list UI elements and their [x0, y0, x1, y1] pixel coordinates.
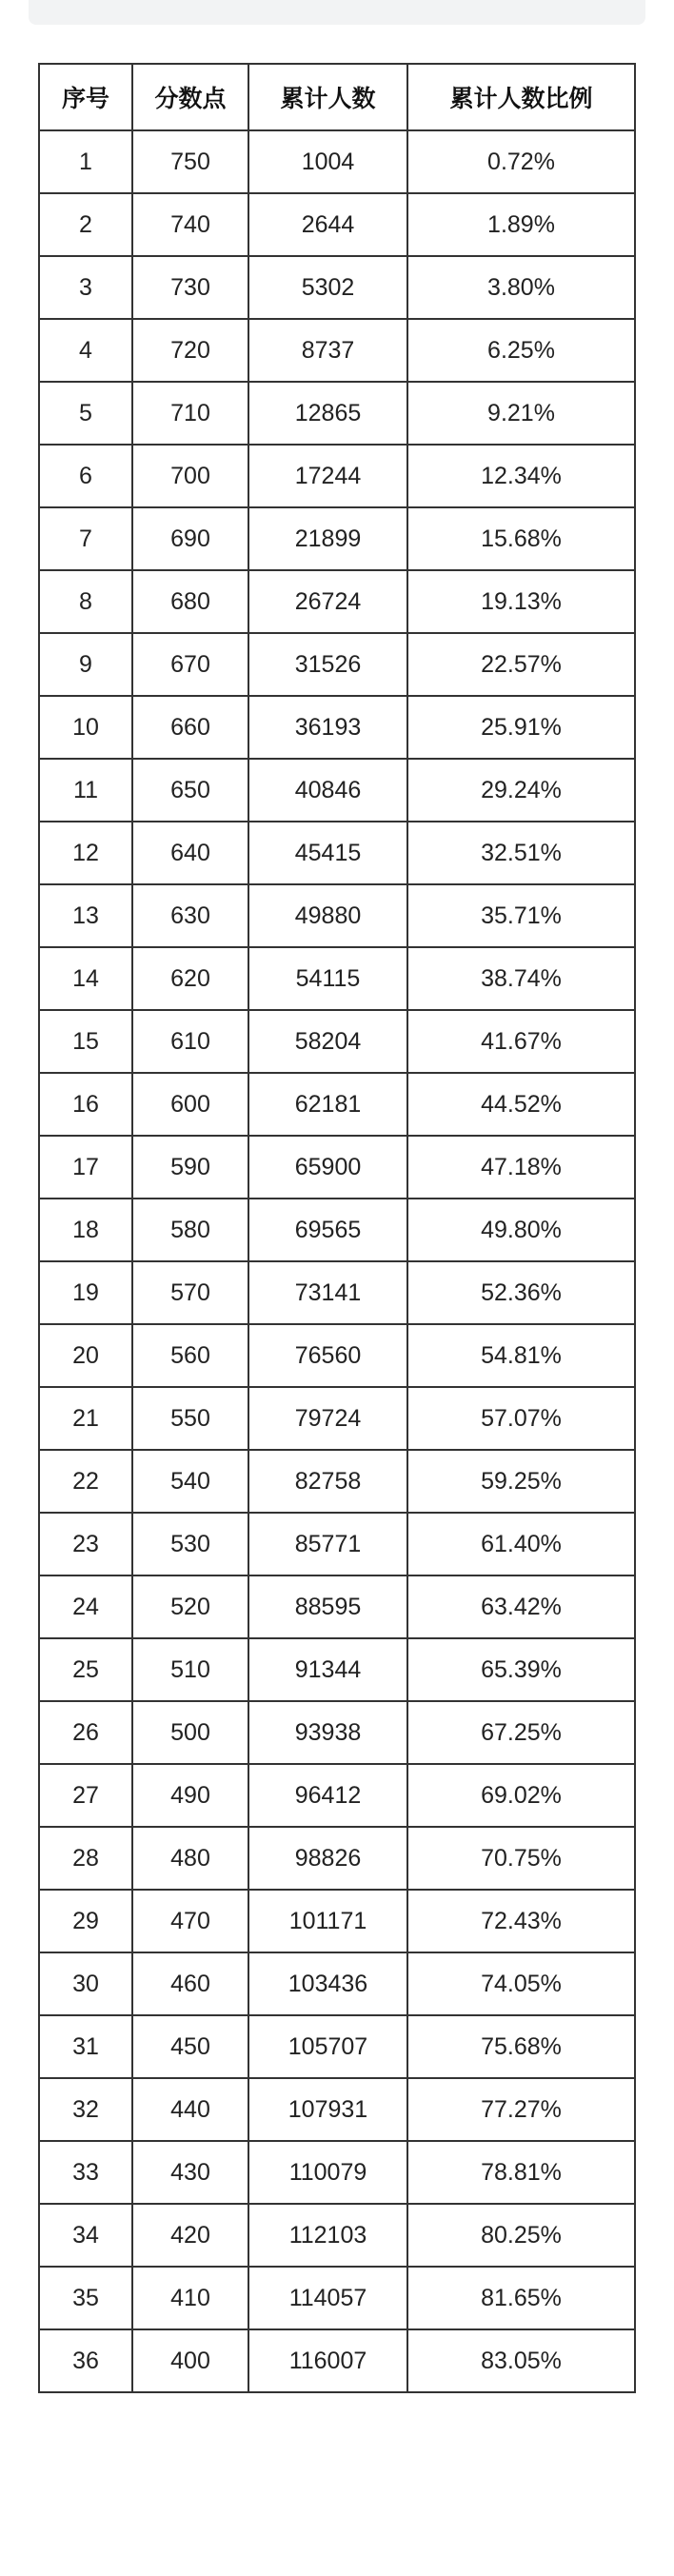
table-row: [39, 759, 635, 822]
cell-index: 15: [39, 1010, 132, 1073]
table-row: [39, 319, 635, 382]
table-row: [39, 2078, 635, 2141]
cell-index: 4: [39, 319, 132, 382]
header-cumulative-ratio: 累计人数比例: [407, 64, 635, 130]
cell-cumulative-count: 21899: [248, 507, 407, 570]
cell-index: 32: [39, 2078, 132, 2141]
cell-index: 20: [39, 1324, 132, 1387]
table-row: [39, 382, 635, 445]
cell-score: 590: [132, 1136, 248, 1199]
cell-score: 690: [132, 507, 248, 570]
cell-index: 36: [39, 2329, 132, 2392]
table-row: [39, 1701, 635, 1764]
table-row: [39, 1073, 635, 1136]
header-index: 序号: [39, 64, 132, 130]
table-body: [39, 130, 635, 2392]
cell-cumulative-ratio: 67.25%: [407, 1701, 635, 1764]
cell-cumulative-ratio: 9.21%: [407, 382, 635, 445]
cell-cumulative-ratio: 0.72%: [407, 130, 635, 193]
cell-index: 27: [39, 1764, 132, 1827]
cell-cumulative-ratio: 6.25%: [407, 319, 635, 382]
cell-cumulative-count: 112103: [248, 2204, 407, 2267]
cell-cumulative-ratio: 1.89%: [407, 193, 635, 256]
cell-cumulative-ratio: 15.68%: [407, 507, 635, 570]
cell-cumulative-count: 54115: [248, 947, 407, 1010]
cell-index: 11: [39, 759, 132, 822]
cell-index: 12: [39, 822, 132, 884]
cell-score: 430: [132, 2141, 248, 2204]
cell-cumulative-count: 107931: [248, 2078, 407, 2141]
cell-index: 1: [39, 130, 132, 193]
header-score: 分数点: [132, 64, 248, 130]
cell-cumulative-ratio: 63.42%: [407, 1575, 635, 1638]
cell-cumulative-ratio: 52.36%: [407, 1261, 635, 1324]
cell-cumulative-count: 76560: [248, 1324, 407, 1387]
table-row: [39, 2015, 635, 2078]
table-row: [39, 1952, 635, 2015]
cell-cumulative-count: 101171: [248, 1890, 407, 1952]
cell-index: 35: [39, 2267, 132, 2329]
cell-cumulative-count: 8737: [248, 319, 407, 382]
table-row: [39, 2329, 635, 2392]
table-row: [39, 193, 635, 256]
cell-index: 13: [39, 884, 132, 947]
cell-cumulative-ratio: 44.52%: [407, 1073, 635, 1136]
cell-cumulative-ratio: 81.65%: [407, 2267, 635, 2329]
cell-score: 660: [132, 696, 248, 759]
cell-cumulative-ratio: 12.34%: [407, 445, 635, 507]
cell-cumulative-count: 49880: [248, 884, 407, 947]
cell-cumulative-count: 85771: [248, 1513, 407, 1575]
table-row: [39, 1890, 635, 1952]
cell-index: 17: [39, 1136, 132, 1199]
cell-cumulative-count: 12865: [248, 382, 407, 445]
cell-cumulative-count: 96412: [248, 1764, 407, 1827]
table-row: [39, 1136, 635, 1199]
cell-cumulative-count: 45415: [248, 822, 407, 884]
cell-cumulative-ratio: 57.07%: [407, 1387, 635, 1450]
cell-index: 19: [39, 1261, 132, 1324]
cell-cumulative-ratio: 35.71%: [407, 884, 635, 947]
cell-score: 640: [132, 822, 248, 884]
cell-cumulative-ratio: 29.24%: [407, 759, 635, 822]
cell-cumulative-count: 1004: [248, 130, 407, 193]
table-header-row: [39, 64, 635, 130]
cell-index: 22: [39, 1450, 132, 1513]
cell-score: 510: [132, 1638, 248, 1701]
table-row: [39, 2204, 635, 2267]
cell-cumulative-count: 40846: [248, 759, 407, 822]
cell-index: 8: [39, 570, 132, 633]
cell-score: 630: [132, 884, 248, 947]
cell-score: 500: [132, 1701, 248, 1764]
cell-cumulative-count: 31526: [248, 633, 407, 696]
cell-score: 440: [132, 2078, 248, 2141]
cell-index: 14: [39, 947, 132, 1010]
table-row: [39, 696, 635, 759]
cell-score: 670: [132, 633, 248, 696]
cell-index: 6: [39, 445, 132, 507]
cell-score: 540: [132, 1450, 248, 1513]
cell-score: 550: [132, 1387, 248, 1450]
cell-score: 530: [132, 1513, 248, 1575]
cell-cumulative-ratio: 22.57%: [407, 633, 635, 696]
table-row: [39, 507, 635, 570]
cell-index: 21: [39, 1387, 132, 1450]
cell-index: 9: [39, 633, 132, 696]
cell-score: 620: [132, 947, 248, 1010]
cell-cumulative-ratio: 74.05%: [407, 1952, 635, 2015]
cell-cumulative-count: 103436: [248, 1952, 407, 2015]
cell-index: 5: [39, 382, 132, 445]
cell-index: 23: [39, 1513, 132, 1575]
table-row: [39, 256, 635, 319]
cell-cumulative-ratio: 69.02%: [407, 1764, 635, 1827]
cell-score: 700: [132, 445, 248, 507]
cell-cumulative-ratio: 38.74%: [407, 947, 635, 1010]
cell-cumulative-count: 88595: [248, 1575, 407, 1638]
cell-cumulative-count: 26724: [248, 570, 407, 633]
table-row: [39, 884, 635, 947]
cell-cumulative-count: 2644: [248, 193, 407, 256]
cell-cumulative-ratio: 80.25%: [407, 2204, 635, 2267]
cell-cumulative-ratio: 41.67%: [407, 1010, 635, 1073]
table-row: [39, 130, 635, 193]
cell-cumulative-count: 62181: [248, 1073, 407, 1136]
cell-cumulative-ratio: 61.40%: [407, 1513, 635, 1575]
table-row: [39, 633, 635, 696]
cell-score: 720: [132, 319, 248, 382]
cell-score: 400: [132, 2329, 248, 2392]
cell-cumulative-ratio: 47.18%: [407, 1136, 635, 1199]
table-row: [39, 1764, 635, 1827]
table-row: [39, 822, 635, 884]
cell-cumulative-count: 69565: [248, 1199, 407, 1261]
table-row: [39, 1638, 635, 1701]
cell-score: 740: [132, 193, 248, 256]
table-row: [39, 1261, 635, 1324]
cell-index: 16: [39, 1073, 132, 1136]
header-cumulative-count: 累计人数: [248, 64, 407, 130]
cell-index: 2: [39, 193, 132, 256]
cell-score: 580: [132, 1199, 248, 1261]
cell-cumulative-ratio: 83.05%: [407, 2329, 635, 2392]
table-row: [39, 1324, 635, 1387]
cell-score: 470: [132, 1890, 248, 1952]
cell-index: 3: [39, 256, 132, 319]
cell-cumulative-count: 116007: [248, 2329, 407, 2392]
cell-index: 28: [39, 1827, 132, 1890]
cell-cumulative-ratio: 3.80%: [407, 256, 635, 319]
cell-score: 600: [132, 1073, 248, 1136]
score-table-container: [38, 63, 634, 2393]
cell-cumulative-ratio: 19.13%: [407, 570, 635, 633]
cell-cumulative-count: 65900: [248, 1136, 407, 1199]
cell-cumulative-ratio: 59.25%: [407, 1450, 635, 1513]
table-row: [39, 445, 635, 507]
table-row: [39, 2141, 635, 2204]
cell-cumulative-count: 110079: [248, 2141, 407, 2204]
cell-cumulative-count: 73141: [248, 1261, 407, 1324]
cell-cumulative-count: 5302: [248, 256, 407, 319]
cell-score: 650: [132, 759, 248, 822]
cell-cumulative-count: 36193: [248, 696, 407, 759]
cell-index: 26: [39, 1701, 132, 1764]
cell-index: 25: [39, 1638, 132, 1701]
score-distribution-table: [38, 63, 636, 2393]
top-panel-strip: [29, 0, 645, 25]
cell-score: 490: [132, 1764, 248, 1827]
cell-cumulative-count: 105707: [248, 2015, 407, 2078]
cell-cumulative-count: 58204: [248, 1010, 407, 1073]
cell-score: 420: [132, 2204, 248, 2267]
cell-score: 480: [132, 1827, 248, 1890]
cell-cumulative-ratio: 72.43%: [407, 1890, 635, 1952]
cell-cumulative-ratio: 77.27%: [407, 2078, 635, 2141]
table-row: [39, 2267, 635, 2329]
cell-score: 710: [132, 382, 248, 445]
table-row: [39, 570, 635, 633]
cell-cumulative-count: 114057: [248, 2267, 407, 2329]
cell-score: 460: [132, 1952, 248, 2015]
cell-score: 560: [132, 1324, 248, 1387]
cell-score: 410: [132, 2267, 248, 2329]
cell-score: 750: [132, 130, 248, 193]
cell-index: 31: [39, 2015, 132, 2078]
cell-index: 30: [39, 1952, 132, 2015]
cell-cumulative-count: 91344: [248, 1638, 407, 1701]
cell-score: 680: [132, 570, 248, 633]
cell-cumulative-ratio: 65.39%: [407, 1638, 635, 1701]
cell-score: 730: [132, 256, 248, 319]
table-row: [39, 1450, 635, 1513]
cell-index: 29: [39, 1890, 132, 1952]
cell-cumulative-count: 82758: [248, 1450, 407, 1513]
cell-score: 570: [132, 1261, 248, 1324]
cell-index: 34: [39, 2204, 132, 2267]
table-row: [39, 1387, 635, 1450]
cell-score: 520: [132, 1575, 248, 1638]
table-row: [39, 1827, 635, 1890]
table-row: [39, 1199, 635, 1261]
table-row: [39, 1010, 635, 1073]
cell-cumulative-ratio: 25.91%: [407, 696, 635, 759]
cell-index: 24: [39, 1575, 132, 1638]
cell-index: 33: [39, 2141, 132, 2204]
cell-index: 10: [39, 696, 132, 759]
cell-cumulative-ratio: 32.51%: [407, 822, 635, 884]
cell-cumulative-ratio: 54.81%: [407, 1324, 635, 1387]
cell-score: 610: [132, 1010, 248, 1073]
cell-index: 18: [39, 1199, 132, 1261]
cell-cumulative-ratio: 78.81%: [407, 2141, 635, 2204]
cell-index: 7: [39, 507, 132, 570]
cell-cumulative-count: 98826: [248, 1827, 407, 1890]
cell-cumulative-ratio: 49.80%: [407, 1199, 635, 1261]
cell-cumulative-ratio: 70.75%: [407, 1827, 635, 1890]
cell-cumulative-count: 79724: [248, 1387, 407, 1450]
table-row: [39, 1513, 635, 1575]
cell-score: 450: [132, 2015, 248, 2078]
table-row: [39, 1575, 635, 1638]
cell-cumulative-ratio: 75.68%: [407, 2015, 635, 2078]
cell-cumulative-count: 93938: [248, 1701, 407, 1764]
table-row: [39, 947, 635, 1010]
cell-cumulative-count: 17244: [248, 445, 407, 507]
